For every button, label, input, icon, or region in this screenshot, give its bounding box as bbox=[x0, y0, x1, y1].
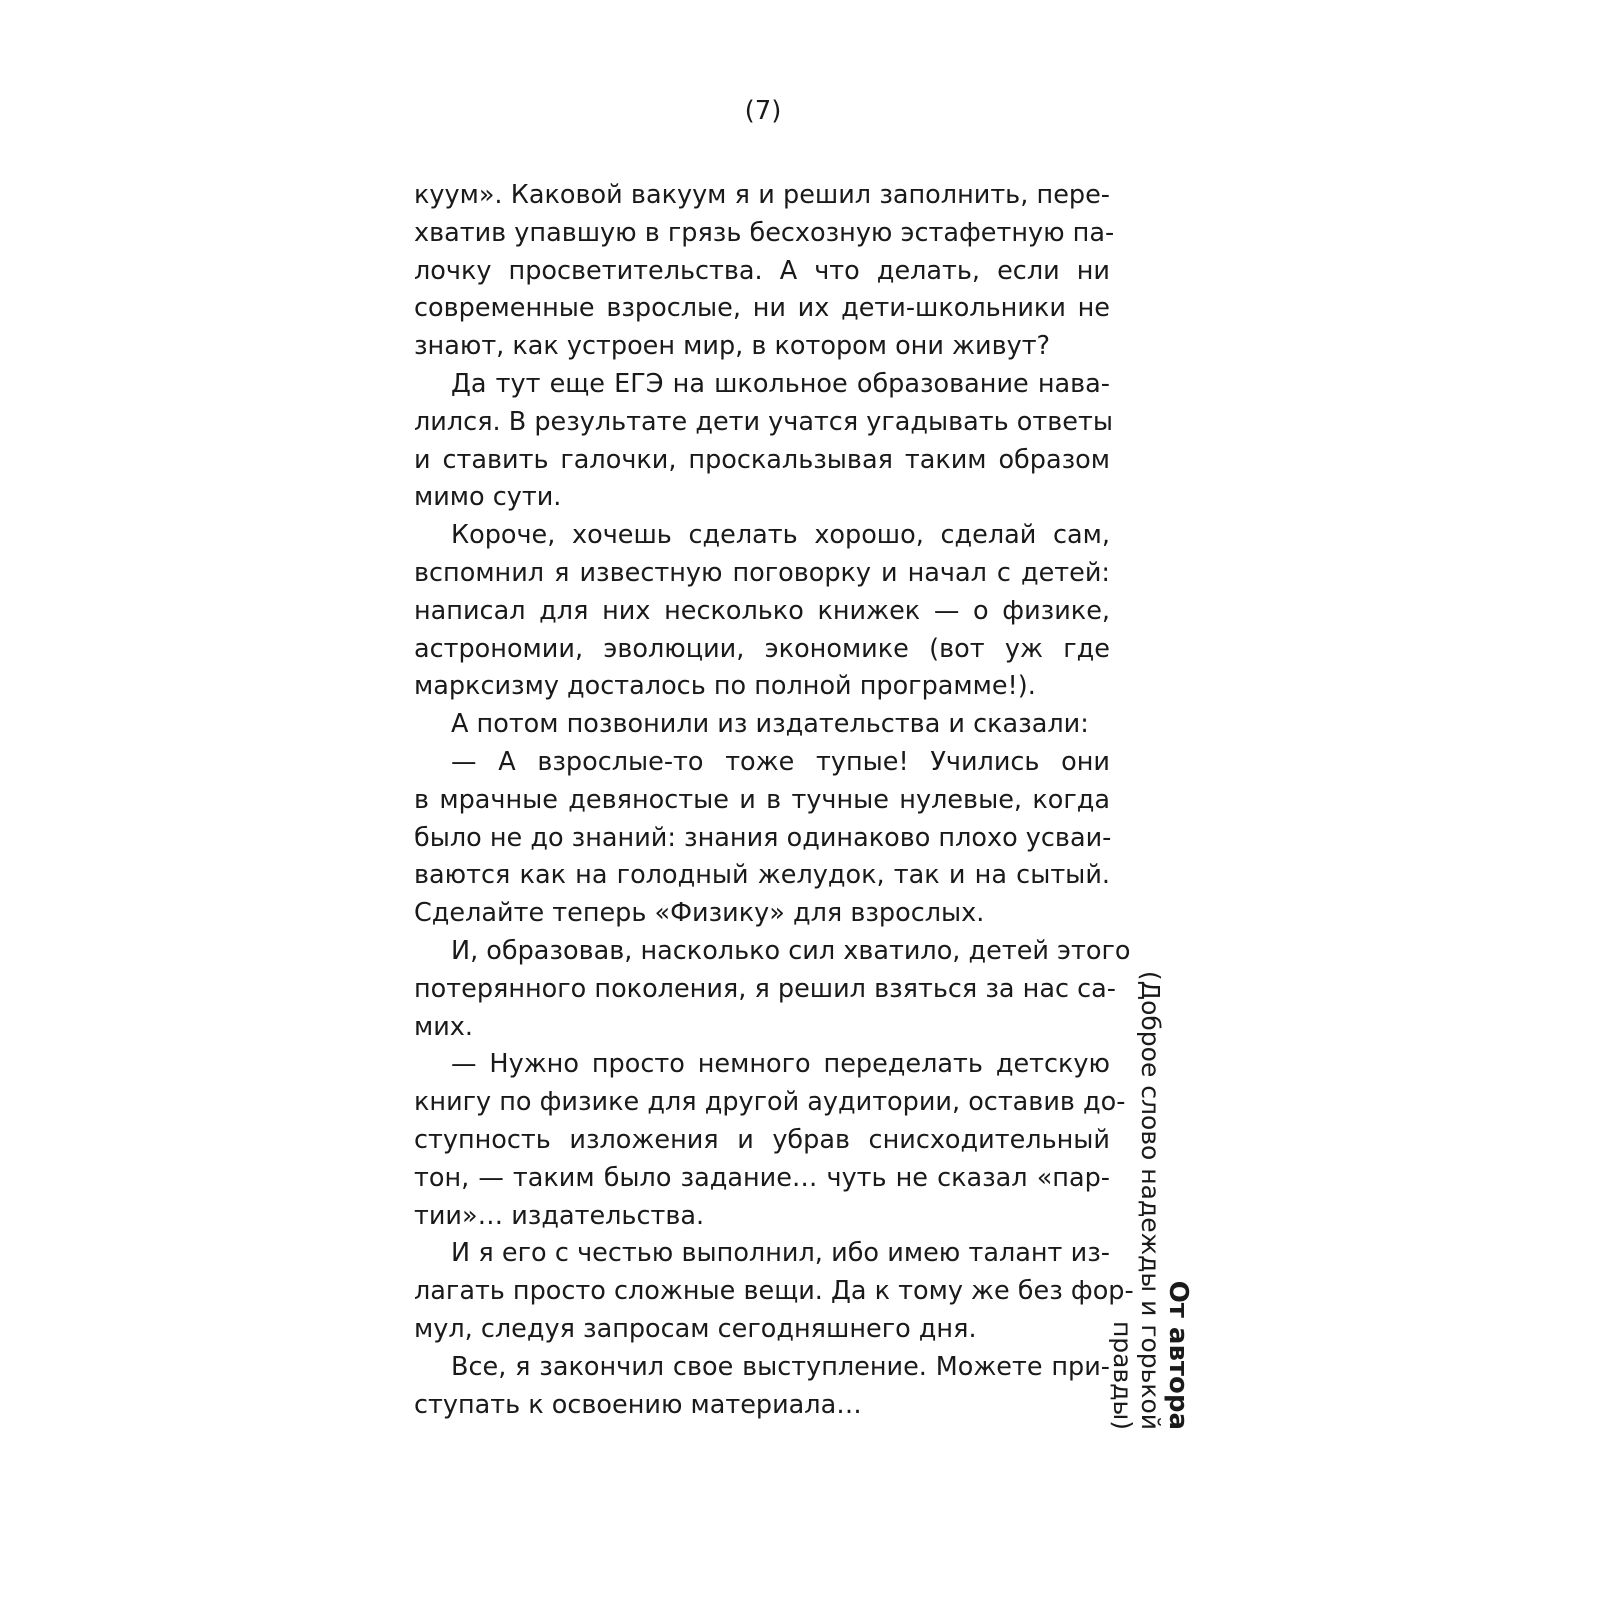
running-head bbox=[1108, 870, 1193, 1430]
text-line: вспомнил я известную поговорку и начал с детей: bbox=[414, 557, 1110, 588]
text-line: Короче, хочешь сделать хорошо, сделай сам, bbox=[451, 520, 1110, 551]
text-line: ступать к освоению материала… bbox=[414, 1389, 862, 1420]
text-line: потерянного поколения, я решил взяться за нас са- bbox=[414, 973, 1116, 1004]
text-line: ступность изложения и убрав снисходительный bbox=[414, 1124, 1110, 1155]
text-line: А потом позвонили из издательства и сказали: bbox=[451, 709, 1089, 740]
running-head-subtitle: (Доброе слово надежды и горькой правды) bbox=[1108, 970, 1165, 1430]
text-line: И я его с честью выполнил, ибо имею талант из- bbox=[451, 1238, 1110, 1269]
text-line: хватив упавшую в грязь бесхозную эстафетную па- bbox=[414, 217, 1115, 248]
text-line: мимо сути. bbox=[414, 482, 562, 513]
text-line: марксизму досталось по полной программе!). bbox=[414, 671, 1036, 702]
text-line: Да тут еще ЕГЭ на школьное образование нава- bbox=[451, 368, 1110, 399]
text-line: тон, — таким было задание… чуть не сказал «пар- bbox=[414, 1162, 1110, 1193]
text-line: знают, как устроен мир, в котором они живут? bbox=[414, 331, 1051, 362]
text-line: Сделайте теперь «Физику» для взрослых. bbox=[414, 898, 985, 929]
text-line: тии»… издательства. bbox=[414, 1200, 705, 1231]
text-line: мул, следуя запросам сегодняшнего дня. bbox=[414, 1313, 977, 1344]
page-number: (7) bbox=[744, 96, 782, 126]
text-line: куум». Каковой вакуум я и решил заполнить, пере- bbox=[414, 180, 1110, 210]
text-line: и ставить галочки, проскальзывая таким образом bbox=[414, 444, 1110, 475]
text-line: лился. В результате дети учатся угадывать ответы bbox=[414, 406, 1113, 437]
text-line: И, образовав, насколько сил хватило, детей этого bbox=[451, 935, 1131, 966]
text-line: — А взрослые-то тоже тупые! Учились они bbox=[451, 746, 1110, 777]
text-line: мих. bbox=[414, 1011, 474, 1042]
text-line: — Нужно просто немного переделать детскую bbox=[451, 1049, 1110, 1080]
text-line: лочку просветительства. А что делать, если ни bbox=[414, 255, 1110, 286]
text-line: книгу по физике для другой аудитории, оставив до- bbox=[414, 1087, 1126, 1118]
body-text bbox=[414, 177, 1134, 1424]
text-line: было не до знаний: знания одинаково плохо усваи- bbox=[414, 822, 1112, 853]
text-line: астрономии, эволюции, экономике (вот уж где bbox=[414, 633, 1110, 664]
text-line: в мрачные девяностые и в тучные нулевые, когда bbox=[414, 784, 1110, 815]
text-line: современные взрослые, ни их дети-школьники не bbox=[414, 293, 1110, 324]
text-line: написал для них несколько книжек — о физике, bbox=[414, 595, 1110, 626]
text-line: Все, я закончил свое выступление. Можете при- bbox=[451, 1351, 1110, 1382]
text-line: лагать просто сложные вещи. Да к тому же без фор- bbox=[414, 1276, 1134, 1307]
text-line: ваются как на голодный желудок, так и на сытый. bbox=[414, 860, 1110, 891]
running-head-title: От автора bbox=[1163, 1280, 1193, 1430]
